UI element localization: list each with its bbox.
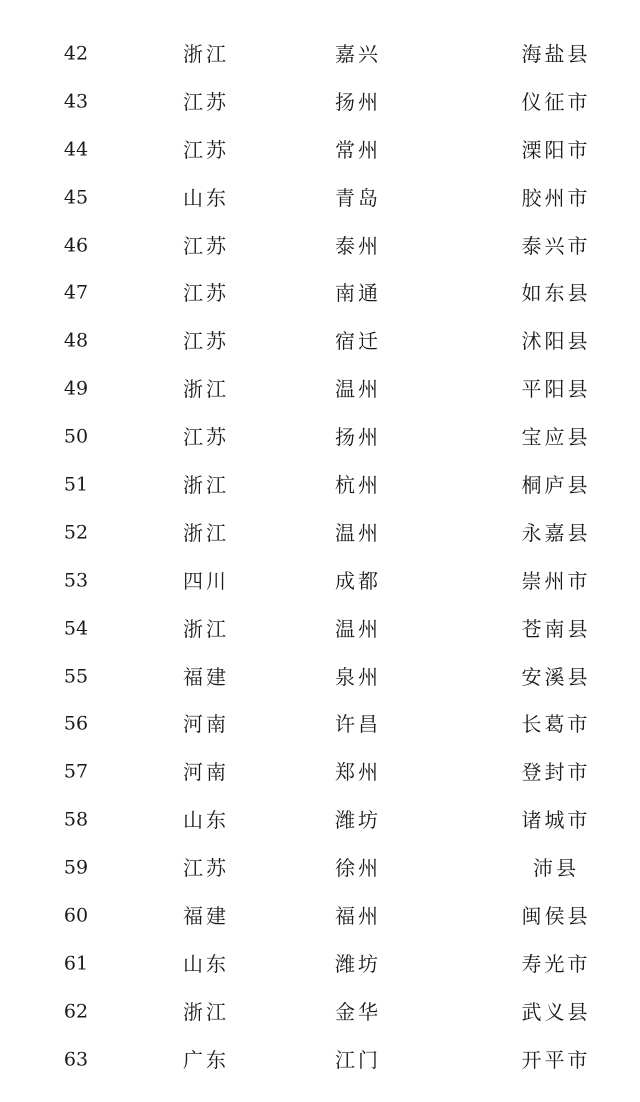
- row-number: 55: [63, 665, 89, 688]
- province-cell: 江苏: [183, 137, 229, 162]
- province-cell: 江苏: [183, 856, 229, 881]
- province-cell: 山东: [183, 185, 229, 210]
- row-number: 52: [63, 521, 89, 544]
- table-row: [0, 509, 640, 557]
- county-cell: 武义县: [521, 999, 591, 1024]
- county-cell: 桐庐县: [521, 472, 591, 497]
- city-cell: 宿迁: [335, 329, 381, 354]
- table-row: [0, 78, 640, 126]
- county-cell: 永嘉县: [521, 520, 591, 545]
- table-row: [0, 892, 640, 940]
- row-number: 48: [63, 329, 89, 352]
- row-number: 53: [63, 569, 89, 592]
- row-number: 62: [63, 1000, 89, 1023]
- table-row: [0, 174, 640, 222]
- province-cell: 山东: [183, 808, 229, 833]
- row-number: 46: [63, 234, 89, 256]
- table-row: [0, 365, 640, 413]
- row-number: 58: [63, 808, 89, 831]
- county-cell: 溧阳市: [521, 137, 591, 162]
- county-cell: 登封市: [521, 760, 591, 785]
- table-row: [0, 222, 640, 270]
- city-cell: 温州: [335, 520, 381, 545]
- county-cell: 如东县: [521, 281, 591, 306]
- province-cell: 福建: [183, 664, 229, 689]
- table-row: [0, 700, 640, 748]
- city-cell: 南通: [335, 281, 381, 306]
- table-row: [0, 940, 640, 988]
- province-cell: 广东: [183, 1047, 229, 1072]
- county-cell: 闽侯县: [521, 903, 591, 928]
- city-cell: 扬州: [335, 89, 381, 114]
- row-number: 49: [63, 377, 89, 400]
- county-cell: 宝应县: [521, 425, 591, 450]
- city-cell: 金华: [335, 999, 381, 1024]
- city-cell: 郑州: [335, 760, 381, 785]
- county-cell: 安溪县: [521, 664, 591, 689]
- table-row: [0, 988, 640, 1036]
- province-cell: 江苏: [183, 233, 229, 258]
- province-cell: 浙江: [183, 999, 229, 1024]
- county-cell: 长葛市: [521, 712, 591, 737]
- city-cell: 温州: [335, 616, 381, 641]
- county-cell: 沭阳县: [521, 329, 591, 354]
- row-number: 61: [63, 952, 89, 975]
- table-row: [0, 461, 640, 509]
- province-cell: 浙江: [183, 520, 229, 545]
- city-cell: 扬州: [335, 425, 381, 450]
- city-cell: 许昌: [335, 712, 381, 737]
- row-number: 44: [63, 138, 89, 161]
- city-cell: 潍坊: [335, 951, 381, 976]
- province-cell: 山东: [183, 951, 229, 976]
- row-number: 42: [63, 42, 89, 65]
- city-cell: 杭州: [335, 472, 381, 497]
- row-number: 47: [63, 281, 89, 304]
- county-cell: 苍南县: [521, 616, 591, 641]
- province-cell: 福建: [183, 903, 229, 928]
- city-cell: 江门: [335, 1047, 381, 1072]
- city-cell: 福州: [335, 903, 381, 928]
- table-row: [0, 126, 640, 174]
- table-row: [0, 557, 640, 605]
- province-cell: 浙江: [183, 616, 229, 641]
- province-cell: 江苏: [183, 329, 229, 354]
- county-cell: 泰兴市: [521, 233, 591, 258]
- province-cell: 江苏: [183, 425, 229, 450]
- city-cell: 嘉兴: [335, 41, 381, 66]
- row-number: 57: [63, 760, 89, 783]
- county-table: [0, 30, 640, 1084]
- row-number: 43: [63, 90, 89, 113]
- city-cell: 徐州: [335, 856, 381, 881]
- county-cell: 胶州市: [521, 185, 591, 210]
- province-cell: 浙江: [183, 41, 229, 66]
- city-cell: 温州: [335, 377, 381, 402]
- row-number: 63: [63, 1048, 89, 1071]
- table-row: [0, 748, 640, 796]
- province-cell: 浙江: [183, 472, 229, 497]
- row-number: 50: [63, 425, 89, 448]
- table-row: [0, 796, 640, 844]
- county-cell: 崇州市: [521, 568, 591, 593]
- row-number: 54: [63, 617, 89, 640]
- table-row: [0, 653, 640, 701]
- row-number: 51: [63, 473, 89, 496]
- table-row: [0, 605, 640, 653]
- city-cell: 潍坊: [335, 808, 381, 833]
- province-cell: 四川: [183, 568, 229, 593]
- row-number: 56: [63, 712, 89, 735]
- table-row: [0, 844, 640, 892]
- city-cell: 常州: [335, 137, 381, 162]
- city-cell: 泰州: [335, 233, 381, 258]
- table-row: [0, 413, 640, 461]
- row-number: 45: [63, 186, 89, 209]
- province-cell: 江苏: [183, 281, 229, 306]
- county-cell: 仪征市: [521, 89, 591, 114]
- table-row: [0, 30, 640, 78]
- county-cell: 开平市: [521, 1047, 591, 1072]
- city-cell: 青岛: [335, 185, 381, 210]
- row-number: 59: [63, 856, 89, 879]
- table-row: [0, 1036, 640, 1084]
- province-cell: 河南: [183, 712, 229, 737]
- row-number: 60: [63, 904, 89, 927]
- table-row: [0, 269, 640, 317]
- county-cell: 寿光市: [521, 951, 591, 976]
- province-cell: 浙江: [183, 377, 229, 402]
- county-cell: 海盐县: [521, 41, 591, 66]
- province-cell: 江苏: [183, 89, 229, 114]
- county-cell: 平阳县: [521, 377, 591, 402]
- city-cell: 泉州: [335, 664, 381, 689]
- county-cell: 诸城市: [521, 808, 591, 833]
- county-cell: 沛县: [533, 856, 579, 881]
- city-cell: 成都: [335, 568, 381, 593]
- table-row: [0, 317, 640, 365]
- province-cell: 河南: [183, 760, 229, 785]
